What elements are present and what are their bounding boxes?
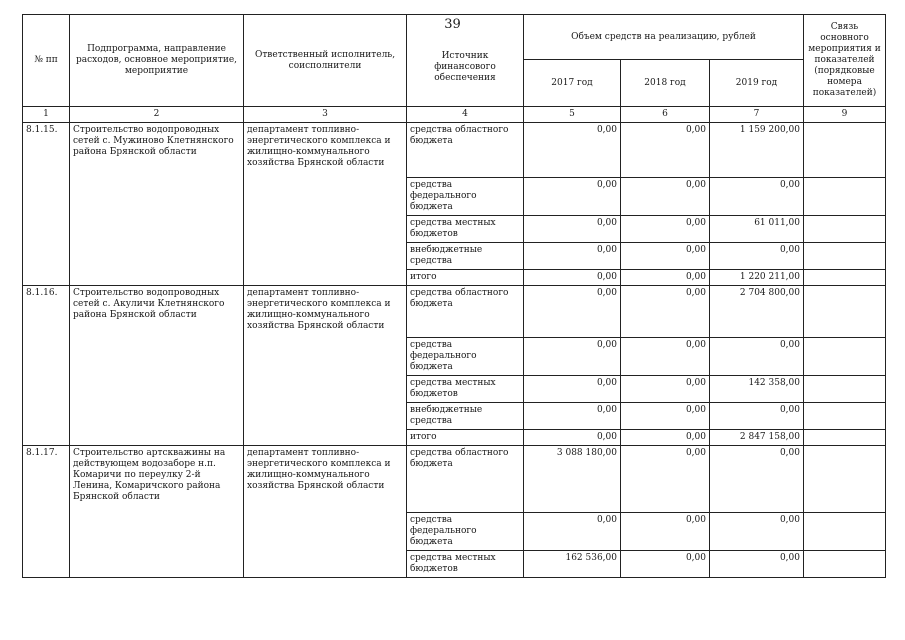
row-executor: департамент топливно-энергетического комплекса и жилищно-коммунального хозяйства Брянской области [244, 446, 407, 578]
index-cell: 5 [524, 107, 621, 123]
row-source: внебюджетные средства [407, 243, 524, 270]
table-header [23, 15, 886, 123]
link-cell [804, 430, 886, 446]
value-2019: 2 704 800,00 [710, 286, 804, 338]
header-2017: 2017 год [524, 60, 621, 107]
value-2019: 0,00 [710, 513, 804, 551]
value-2019: 61 011,00 [710, 216, 804, 243]
row-source: средства федерального бюджета [407, 178, 524, 216]
header-source [407, 15, 524, 107]
financing-table [22, 14, 886, 578]
header-executor: Ответственный исполнитель, соисполнители [244, 15, 407, 107]
value-2018: 0,00 [621, 430, 710, 446]
link-cell [804, 338, 886, 376]
index-cell: 1 [23, 107, 70, 123]
row-executor: департамент топливно-энергетического комплекса и жилищно-коммунального хозяйства Брянской области [244, 286, 407, 446]
header-2018: 2018 год [621, 60, 710, 107]
value-2017: 0,00 [524, 270, 621, 286]
index-cell: 6 [621, 107, 710, 123]
header-program: Подпрограмма, направление расходов, основное мероприятие, мероприятие [70, 15, 244, 107]
value-2019: 0,00 [710, 551, 804, 578]
index-cell: 4 [407, 107, 524, 123]
row-source: средства местных бюджетов [407, 376, 524, 403]
row-source: внебюджетные средства [407, 403, 524, 430]
table-row [23, 123, 886, 178]
link-cell [804, 551, 886, 578]
value-2018: 0,00 [621, 178, 710, 216]
row-source: средства областного бюджета [407, 446, 524, 513]
row-code: 8.1.16. [23, 286, 70, 446]
value-2019: 2 847 158,00 [710, 430, 804, 446]
value-2017: 3 088 180,00 [524, 446, 621, 513]
value-2017: 0,00 [524, 513, 621, 551]
link-cell [804, 403, 886, 430]
value-2017: 0,00 [524, 376, 621, 403]
table-body [23, 123, 886, 578]
row-code: 8.1.15. [23, 123, 70, 286]
table-row [23, 446, 886, 513]
value-2018: 0,00 [621, 513, 710, 551]
table-row [23, 286, 886, 338]
row-source: средства местных бюджетов [407, 551, 524, 578]
value-2017: 0,00 [524, 430, 621, 446]
value-2019: 1 220 211,00 [710, 270, 804, 286]
row-executor: департамент топливно-энергетического комплекса и жилищно-коммунального хозяйства Брянской области [244, 123, 407, 286]
row-source: итого [407, 430, 524, 446]
row-source: средства федерального бюджета [407, 338, 524, 376]
link-cell [804, 446, 886, 513]
value-2019: 0,00 [710, 243, 804, 270]
index-cell: 9 [804, 107, 886, 123]
page-number: 39 [444, 17, 461, 32]
index-cell: 3 [244, 107, 407, 123]
link-cell [804, 123, 886, 178]
value-2018: 0,00 [621, 338, 710, 376]
value-2019: 142 358,00 [710, 376, 804, 403]
value-2017: 0,00 [524, 178, 621, 216]
row-source: средства областного бюджета [407, 123, 524, 178]
link-cell [804, 216, 886, 243]
row-name: Строительство водопроводных сетей с. Мужиново Клетнянского района Брянской области [70, 123, 244, 286]
value-2017: 0,00 [524, 123, 621, 178]
row-source: итого [407, 270, 524, 286]
value-2018: 0,00 [621, 551, 710, 578]
column-index-row [23, 107, 886, 123]
link-cell [804, 376, 886, 403]
header-link: Связь основного мероприятия и показателей (порядковые номера показателей) [804, 15, 886, 107]
row-code: 8.1.17. [23, 446, 70, 578]
header-num: № пп [23, 15, 70, 107]
value-2018: 0,00 [621, 286, 710, 338]
index-cell: 7 [710, 107, 804, 123]
value-2017: 0,00 [524, 403, 621, 430]
value-2017: 162 536,00 [524, 551, 621, 578]
row-source: средства областного бюджета [407, 286, 524, 338]
link-cell [804, 286, 886, 338]
value-2018: 0,00 [621, 270, 710, 286]
value-2019: 0,00 [710, 446, 804, 513]
header-volume: Объем средств на реализацию, рублей [524, 15, 804, 60]
value-2019: 1 159 200,00 [710, 123, 804, 178]
row-name: Строительство артскважины на действующем водозаборе н.п. Комаричи по переулку 2-й Ленина, Комаричского района Брянской области [70, 446, 244, 578]
value-2018: 0,00 [621, 123, 710, 178]
value-2017: 0,00 [524, 216, 621, 243]
value-2017: 0,00 [524, 286, 621, 338]
link-cell [804, 513, 886, 551]
value-2018: 0,00 [621, 446, 710, 513]
index-cell: 2 [70, 107, 244, 123]
link-cell [804, 243, 886, 270]
header-source-label: Источник финансового обеспечения [434, 51, 496, 83]
row-source: средства местных бюджетов [407, 216, 524, 243]
value-2018: 0,00 [621, 243, 710, 270]
value-2018: 0,00 [621, 216, 710, 243]
value-2017: 0,00 [524, 338, 621, 376]
row-name: Строительство водопроводных сетей с. Акуличи Клетнянского района Брянской области [70, 286, 244, 446]
value-2018: 0,00 [621, 403, 710, 430]
value-2017: 0,00 [524, 243, 621, 270]
link-cell [804, 178, 886, 216]
row-source: средства федерального бюджета [407, 513, 524, 551]
link-cell [804, 270, 886, 286]
value-2019: 0,00 [710, 338, 804, 376]
value-2019: 0,00 [710, 403, 804, 430]
value-2018: 0,00 [621, 376, 710, 403]
header-2019: 2019 год [710, 60, 804, 107]
value-2019: 0,00 [710, 178, 804, 216]
